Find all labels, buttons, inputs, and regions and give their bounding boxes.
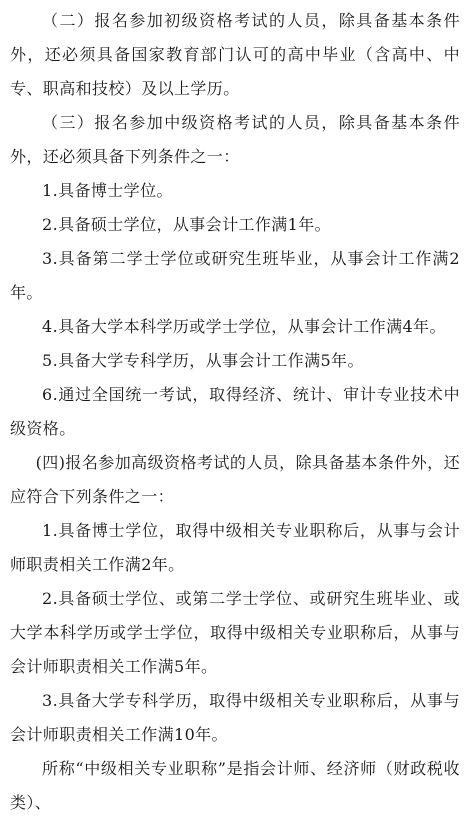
paragraph-intermediate-exam: （三）报名参加中级资格考试的人员，除具备基本条件外，还必须具备下列条件之一：	[10, 113, 460, 166]
paragraph-junior-exam: （二）报名参加初级资格考试的人员，除具备基本条件外，还必须具备国家教育部门认可的高中毕业（含高中、中专、职高和技校）及以上学历。	[10, 11, 460, 98]
list-item-senior-3: 3.具备大学专科学历，取得中级相关专业职称后，从事与会计师职责相关工作满10年。	[10, 691, 460, 744]
list-item-senior-1: 1.具备博士学位，取得中级相关专业职称后，从事与会计师职责相关工作满2年。	[10, 521, 460, 574]
paragraph-senior-exam: (四)报名参加高级资格考试的人员，除具备基本条件外，还应符合下列条件之一：	[10, 453, 460, 506]
list-item-intermediate-5: 5.具备大学专科学历，从事会计工作满5年。	[42, 351, 364, 370]
list-item-intermediate-6: 6.通过全国统一考试，取得经济、统计、审计专业技术中级资格。	[10, 385, 460, 438]
list-item-intermediate-1: 1.具备博士学位。	[42, 181, 173, 200]
list-item-intermediate-2: 2.具备硕士学位，从事会计工作满1年。	[42, 215, 332, 234]
list-item-intermediate-4: 4.具备大学本科学历或学士学位，从事会计工作满4年。	[42, 317, 446, 336]
list-item-senior-2: 2.具备硕士学位、或第二学士学位、或研究生班毕业、或大学本科学历或学士学位，取得中级相关专业职称后，从事与会计师职责相关工作满5年。	[10, 589, 460, 676]
paragraph-definition: 所称“中级相关专业职称”是指会计师、经济师（财政税收类）、	[10, 759, 460, 812]
list-item-intermediate-3: 3.具备第二学士学位或研究生班毕业，从事会计工作满2年。	[10, 249, 460, 302]
